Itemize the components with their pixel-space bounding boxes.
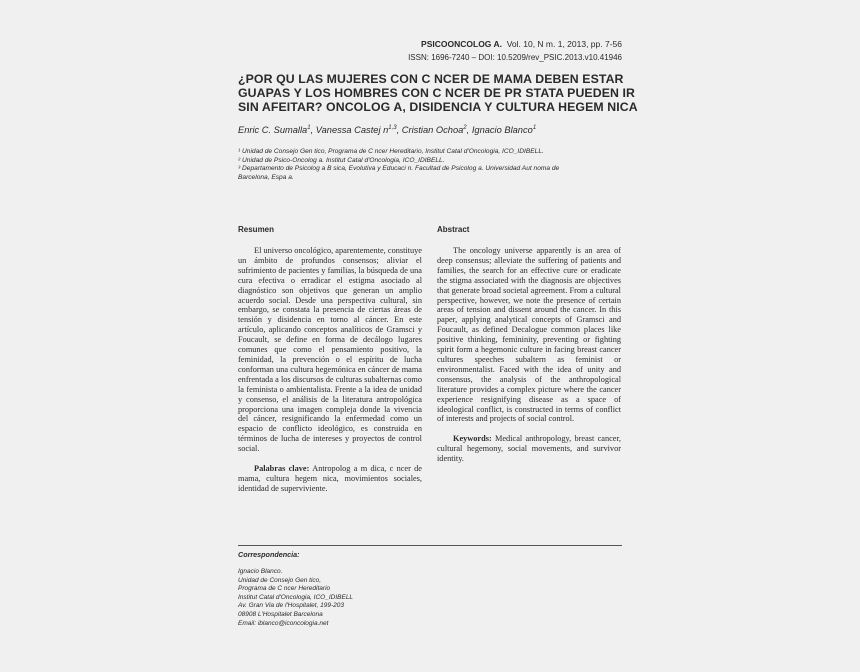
affiliation-line: ¹ Unidad de Consejo Gen tico, Programa de C ncer Hereditario, Institut Catal d'Oncologia, ICO_IDIBELL. bbox=[238, 148, 544, 155]
journal-name: PSICOONCOLOG A. bbox=[421, 39, 502, 49]
affiliation-line: ² Unidad de Psico-Oncolog a. Institut Catal d'Oncologia, ICO_IDIBELL. bbox=[238, 156, 445, 164]
title-line: SIN AFEITAR? ONCOLOG A, DISIDENCIA Y CULTURA HEGEM NICA bbox=[238, 100, 638, 114]
affiliation-line: ³ Departamento de Psicolog a B sica, Evolutiva y Educaci n. Facultad de Psicolog a. Universidad Aut noma de bbox=[238, 165, 560, 173]
keywords-text: Antropolog a m dica, c ncer de mama, cultura hegem nica, movimientos sociales, identidad de superviviente. bbox=[238, 464, 422, 493]
correspondence-line: Av. Gran Via de l'Hospitalet, 199-203 bbox=[238, 602, 345, 610]
correspondence-email: Email: iblanco@iconcologia.net bbox=[238, 619, 329, 627]
author-list: Enric C. Sumalla$^1$, Vanessa Castej $n^{1,3}$, Cristian Ochoa$^2$, Ignacio Blanco$^1$ bbox=[238, 125, 537, 136]
author-name: Ignacio Blanco bbox=[471, 125, 533, 136]
abstract-body: The oncology universe apparently is an area of deep consensus; alleviate the suffering of patients and families, the search for an effective cure or eradicate the stigma associated with the diagnosis are objectives that generate broad societal agreement. From a cultural perspective, however, we note the presence of certain areas of tension and dissent around the cancer. In this paper, applying analytical concepts of Gramsci and Foucault, as defined Decalogue common places like positive thinking, femininity, preventing or fighting spirit form a hegemonic culture in facing breast cancer cultures speeches subaltern as feminist or environmentalist. Faced with the idea of unity and consensus, the analysis of the anthropological literature provides a complex picture where the cancer experience resignifying disease as a space of ideological conflict, is constructed in terms of conflict of interests and projects of social control. bbox=[437, 246, 621, 424]
correspondence-line: Institut Catal d'Oncologia, ICO_IDIBELL bbox=[238, 593, 354, 601]
affiliation-line: Barcelona, Espa a. bbox=[238, 173, 294, 181]
affiliations bbox=[238, 148, 628, 182]
author-affil-mark: 2 bbox=[463, 125, 467, 131]
author-name: Cristian Ochoa bbox=[401, 125, 464, 136]
author-name: Enric C. Sumalla bbox=[238, 125, 308, 136]
resumen-body: El universo oncológico, aparentemente, constituye un ámbito de profundos consensos; aliviar el sufrimiento de pacientes y familias, la búsqueda de una cura efectiva o erradicar el estigma asociado al diagnóstico son objetivos que generan un amplio acuerdo social. Desde una perspectiva cultural, sin embargo, se constata la presencia de ciertas áreas de tensión y disidencia en torno al cáncer. En este artículo, aplicando conceptos analíticos de Gramsci y Foucault, se define en forma de decálogo lugares comunes que como el pensamiento positivo, la feminidad, la prevención o el espíritu de lucha conforman una cultura hegemónica en cáncer de mama enfrentada a los discursos de culturas subalternas como la feminista o ambientalista. Frente a la idea de unidad y consenso, el análisis de la literatura antropológica proporciona una imagen compleja donde la vivencia del cáncer, resignificando la enfermedad como un espacio de conflicto ideológico, es construida en términos de lucha de intereses y proyectos de control social. bbox=[238, 246, 422, 454]
correspondence-heading: Correspondencia: bbox=[238, 550, 300, 559]
title-line: ¿POR QU LAS MUJERES CON C NCER DE MAMA DEBEN ESTAR bbox=[238, 72, 624, 86]
keywords-label: Keywords: bbox=[453, 434, 492, 444]
article-title bbox=[238, 72, 638, 114]
correspondence-line: Ignacio Blanco. bbox=[238, 568, 283, 575]
abstract-heading: Abstract bbox=[437, 225, 470, 234]
keywords-label: Palabras clave: bbox=[254, 464, 310, 474]
journal-header bbox=[390, 39, 622, 49]
resumen-heading: Resumen bbox=[238, 225, 275, 234]
issn-doi-line: ISSN: 1696-7240 – DOI: 10.5209/rev_PSIC.2013.v10.41946 bbox=[408, 53, 622, 62]
keywords-text: Medical anthropology, breast cancer, cultural hegemony, social movements, and survivor identity. bbox=[437, 434, 621, 464]
section-divider bbox=[238, 545, 622, 546]
author-name: Vanessa Castej n bbox=[315, 125, 389, 136]
author-affil-mark: 1 bbox=[532, 125, 537, 131]
volume-info: Vol. 10, N m. 1, 2013, pp. 7-56 bbox=[506, 39, 622, 49]
correspondence-line: 08908 L'Hospitalet Barcelona bbox=[238, 610, 323, 618]
author-affil-mark: 1 bbox=[307, 125, 311, 131]
resumen-column bbox=[238, 246, 422, 494]
author-affil-mark: 1,3 bbox=[388, 125, 397, 131]
correspondence-line: Programa de C ncer Hereditario bbox=[238, 585, 331, 593]
correspondence-block bbox=[238, 568, 438, 628]
abstract-column bbox=[437, 246, 621, 464]
resumen-keywords bbox=[238, 464, 422, 494]
abstract-keywords bbox=[437, 434, 621, 464]
title-line: GUAPAS Y LOS HOMBRES CON C NCER DE PR STATA PUEDEN IR bbox=[238, 86, 636, 100]
correspondence-line: Unidad de Consejo Gen tico, bbox=[238, 576, 322, 584]
